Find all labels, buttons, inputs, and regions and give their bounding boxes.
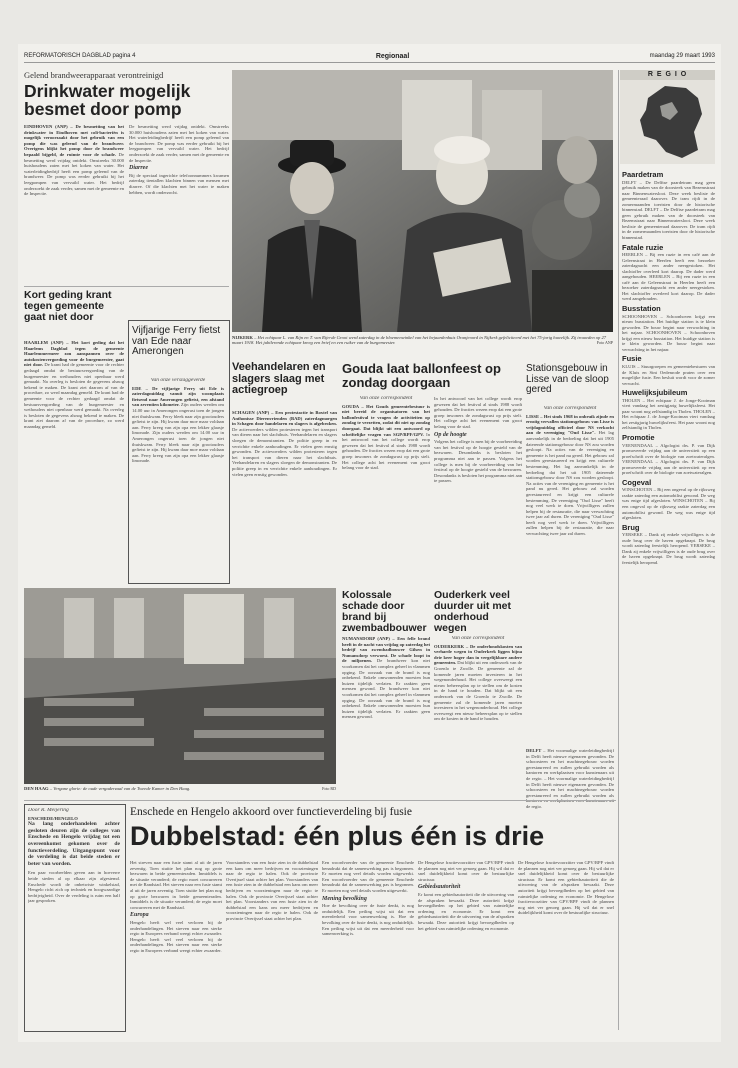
enschede-intro [28, 808, 120, 1026]
ballonfeest-text2: Volgens het college is men bij de voorbereiding van het festival op de hoogte gesteld van de bezwaren. Desondanks is besloten het programma niet aan te passen. [434, 455, 522, 484]
sidebar-item-title: Cogeval [622, 477, 652, 487]
kort-geding-lede: HAARLEM (ANP) – Het kort geding dat het Haarlems Dagblad tegen de gemeente Haarlemmermeer zou aanspannen over de autokostenvergoeding voor de burgemeester, gaat niet door. [24, 340, 124, 368]
kort-geding-text: De krant had de gemeente voor de rechter gedaagd omdat de bestuursvergoeding van de burgemeester en wethouders niet openbaar werd gemaakt. Na overleg is besloten de gegevens alsnog bekend te maken. De krant ziet daarom af van de procedure, zo werd maandag gemeld. [24, 390, 124, 429]
enschede-subhead-europa: Europa [130, 912, 149, 919]
enschede-body: Een paar voorbeelden geven aan in hoeverre beide steden al op elkaar zijn afgestemd. Enschede wordt de onbetwiste winkelstad, Hengelo richt zich op techniek en hoogwaardige bedrijvigheid. Over de verdeling is ruim een half jaar gesproken. [28, 870, 120, 904]
veehandel-body [232, 410, 337, 582]
den-haag-caption-text: – Vergane glorie: de oude vergaderzaal van de Tweede Kamer in Den Haag. [49, 786, 191, 791]
ballonfeest-col1 [342, 396, 430, 582]
newspaper-page [18, 44, 721, 1042]
delft-text: – Het voormalige waterleidingbedrijf in Delft heeft nieuwe eigenaren gevonden. De schoorsteen en het machinegebouw worden gerestaureerd en zullen gebruikt worden als de regio. [526, 775, 614, 809]
stationsgebouw-correspondent: Van onze correspondent [543, 406, 597, 411]
regio-label: R E G I O [620, 70, 715, 80]
sidebar-item-text: HEERLEN – Bij een ruzie in een café aan de Geleenstraat in Heerlen heeft een bezoeker zaterdagnacht een ander neergestoken. Het slachtoffer overleed kort daarop. De dader werd aangehouden. [622, 252, 715, 280]
kort-geding-body [24, 340, 124, 580]
enschede-lede: Na lang onderhandelen achter gesloten deuren zijn de colleges van Enschede en Hengelo vrijdag tot een overeenkomst gekomen over de functieverdeling. Uitgangspunt voor de verdeling is dat beide steden er beter van worden. [28, 821, 120, 867]
sidebar-item-text: YERSEKE – Dank zij enkele vrijwilligers is de oude brug over de haven opgeknapt. De brug wordt zaterdag feestelijk heropend. [622, 543, 715, 565]
ballonfeest-lede: GOUDA – Het Gouds gemeentebestuur is niet bereid de organisatoren van het ballonfestival te vragen de activiteiten op zondag te verzetten, zodat dit niet op zondag doorgaat. Dat blijkt uit een antwoord op schriftelijke vragen van SGP/RPF/GPV. [342, 403, 430, 437]
enschede-col4 [418, 860, 514, 1030]
sidebar-item-text: THOLEN – Het echtpaar J. de Jonge-Kooiman viert vandaag het zestigjarig huwelijksfeest. Het paar woont nog zelfstandig in Tholen. [622, 408, 715, 431]
den-haag-caption [24, 786, 336, 794]
drinkwater-headline: Drinkwater mogelijk besmet door pomp [24, 81, 191, 120]
veehandel-text: De actievoerders wilden protesteren tegen het transport van dieren naar het slachthuis. Veehandelaren en slagers sloegen de demonstranten. De politie greep in en verrichtte enkele aanhoudingen. Er vielen geen ernstig gewonden. [232, 449, 337, 477]
nijkerk-photo-credit: Foto ANP [596, 340, 613, 346]
ferry-text: Zijn ouders werden om 14.00 uur in Amerongen ongerust toen de jongen niet thuiskwam. Ferry bleek naar zijn grootouders gefietst te zijn. Hij kwam daar moe maar voldaan aan. Ferry kreeg van zijn opa een lekker glaasje limonade. [132, 402, 224, 436]
page-header [24, 50, 715, 63]
sidebar-item-title: Busstation [622, 304, 661, 314]
den-haag-caption-place: DEN HAAG [24, 786, 49, 791]
ferry-text: Zijn ouders werden om 14.00 uur in Amerongen ongerust toen de jongen niet thuiskwam. Ferry bleek naar zijn grootouders gefietst te zijn. Hij kwam daar moe maar voldaan aan. Ferry kreeg van zijn opa een lekker glaasje limonade. [132, 430, 224, 464]
enschede-col5-text: De Hengelose fractievoorzitter van GPV/RPF vindt de plannen nog niet ver genoeg gaan. Hij wil dat er snel duidelijkheid komt over de bestuurlijke structuur. [518, 860, 614, 882]
ballonfeest-text2: Volgens het college is men bij de voorbereiding van het festival op de hoogte gesteld van de bezwaren. Desondanks is besloten het programma niet aan te passen. [434, 439, 522, 461]
ballonfeest-subhead: Op de hoogte [434, 431, 467, 438]
ballonfeest-text: In het antwoord van het college wordt erop gewezen dat het festival al sinds 1988 wordt gehouden. De fracties wezen erop dat een grote groep inwoners de zondagsrust op prijs stelt. Het college acht het evenement van groot belang voor de stad. [342, 431, 430, 471]
kort-geding-text: De krant had de gemeente voor de rechter gedaagd omdat de bestuursvergoeding van de burgemeester en wethouders niet openbaar werd gemaakt. Na overleg is besloten de gegevens alsnog bekend te maken. De krant ziet daarom af van de procedure, zo werd maandag gemeld. [24, 362, 124, 396]
enschede-headline: Dubbelstad: één plus één is drie [130, 821, 545, 851]
drinkwater-body-cont: De besmetting werd vrijdag ontdekt. Omstreeks 30.000 huishoudens zaten met het koken van water. Het waterleidingbedrijf heeft een pomp geleend van de brandweer. De pomp was eerder gebruikt bij het leegpompen van vervuild water. Het bedrijf onderzoekt de zaak verder, samen met de gemeente en de Inspectie. [129, 124, 229, 163]
stationsgebouw-body [526, 406, 614, 744]
enschede-col3-text: Een woordvoerder van de gemeente Enschede benadrukt dat de samenwerking pas is begonnen. Er moeten nog veel details worden uitgewerkt. [322, 876, 414, 893]
sidebar-item-text: KLUIS – Stuurgroepen en gemeentebesturen van de Kluis en Sint Oedenrode praten over een mogelijke fusie. Een besluit wordt voor de zomer verwacht. [622, 363, 715, 386]
stationsgebouw-lede: LISSE – Het sinds 1968 in onbruik zijnde en ernstig vervallen stationsgebouw van Lisse is vrijdagmiddag officieel door NS verkocht aan de vereniging "Oud Lisse". [526, 413, 614, 436]
sidebar-item-title: Promotie [622, 432, 655, 442]
veehandel-headline: Veehandelaren en slagers slaag met actiegroep [232, 361, 326, 397]
den-haag-photo-credit: Foto RD [322, 786, 336, 791]
sidebar-item-text: THOLEN – Het echtpaar J. de Jonge-Kooiman viert vandaag het zestigjarig huwelijksfeest. Het paar woont nog zelfstandig in Tholen. [622, 397, 715, 414]
nijkerk-photo-image [232, 70, 613, 332]
drinkwater-col1 [24, 124, 124, 282]
drinkwater-body2: Bij de speciaal ingerichte telefoonnummers kwamen zaterdag tientallen klachten binnen van mensen met diarree. Of die klachten met het water te maken hebben, wordt onderzocht. [129, 172, 229, 195]
sidebar-item-text: YERSEKE – Dank zij enkele vrijwilligers is de oude brug over de haven opgeknapt. De brug wordt zaterdag feestelijk heropend. [622, 532, 715, 549]
sidebar-item-text: DELFT – De Delftse paardetram mag geen gebruik maken van de doorsteek van Bezemstraat naar Binnenwatersloot. Deze week besliste de gemeenteraad daarover. De tram rijdt in de zomermaanden toeristen door de historische binnenstad. [622, 179, 715, 213]
nijkerk-caption-text: – Het echtpaar L. van Rijn en T. van Rijn-de Groot werd zaterdag in de bloemenwinkel van het bejaardenhuis Oranjeoord in Nijkerk gefeliciteerd met het 75-jarig huwelijk. Zij trouwden op 27 maart 1918. Het jubilerende echtpaar kreeg een brief en een ruiker van de burgemeester. [232, 335, 607, 346]
delft-text: – Het voormalige waterleidingbedrijf in Delft heeft nieuwe eigenaren gevonden. De schoorsteen en het machinegebouw worden gerestaureerd en zullen gebruikt worden als kantoren en werkplaatsen voor kunstenaars uit de regio. [526, 748, 614, 781]
divider [24, 800, 616, 801]
enschede-col2 [226, 860, 318, 1030]
kolossale-text: De brandweer kon niet voorkomen dat het complex geheel in vlammen opging. De oorzaak van de brand is nog onbekend. Enkele omwonenden moesten hun huizen tijdelijk verlaten. Er raakten geen mensen gewond. [342, 658, 430, 692]
sidebar-divider [618, 70, 619, 1030]
ouderkerk-text: Dat blijkt uit een onderzoek van de Groenlo te Zwolle. De gemeente zal de komende jaren moeten investeren in het wegenonderhoud. Het college overweegt een nieuw beheersplan op te stellen om de kosten in de hand te houden. [434, 688, 522, 722]
sidebar-item-text: DELFT – De Delftse paardetram mag geen gebruik maken van de doorsteek van Bezemstraat naar Binnenwatersloot. Deze week besliste de gemeenteraad daarover. De tram rijdt in de zomermaanden toeristen door de historische binnenstad. [622, 207, 715, 241]
enschede-place: ENSCHEDE/HENGELO [28, 815, 78, 821]
enschede-col5 [518, 860, 614, 1030]
enschede-col4-text2: Er komt een gebiedsautoriteit die de uitvoering van de afspraken bewaakt. Deze autoriteit krijgt bevoegdheden op het gebied van ruimtelijke ordening en economie. [418, 891, 514, 914]
enschede-col1-text2: Hengelo heeft wel veel verloren bij de onderhandelingen. Het streven naar een sterke regio in Europees verband weegt echter zwaarder. [130, 936, 222, 953]
sidebar-item-title: Fatale ruzie [622, 242, 664, 252]
sidebar-item-text: VEENENDAAL – Algologist drs. P. van Dijk promoveerde vrijdag aan de universiteit op een proefschrift over de biologie van zoetwateralgen. [622, 442, 715, 459]
drinkwater-lede: EINDHOVEN (ANP) – De besmetting van het drinkwater in Eindhoven met coli-bacteriën is mogelijk veroorzaakt door het gebruik van een pomp die was geleend van de brandweer. Overigens blijkt het pomp door de brandweer bepaald bijgeld, de ruimte voor de schade. [24, 124, 124, 157]
sidebar-item-text: SCHOONHOVEN – Schoonhoven krijgt een nieuw busstation. Het huidige station is te klein geworden. De bouw begint naar verwachting in het najaar. [622, 313, 715, 336]
enschede-col2-text: Voorstanders van een fusie zien in de dubbelstad een kans om meer bedrijven en voorzieningen naar de regio te halen. Ook de provincie Overijssel staat achter het plan. [226, 876, 318, 905]
ballonfeest-correspondent: Van onze correspondent [359, 396, 413, 401]
enschede-col1-text2: Hengelo heeft wel veel verloren bij de onderhandelingen. Het streven naar een sterke regio in Europees verband weegt echter zwaarder. [130, 919, 222, 937]
drinkwater-col2 [129, 124, 229, 282]
stationsgebouw-headline: Stationsgebouw in Lisse van de sloop gered [526, 363, 609, 395]
sidebar-item-title: Fusie [622, 354, 642, 364]
drinkwater-subhead: Diarree [129, 165, 148, 172]
stationsgebouw-text2: De vereniging "Oud Lisse" heeft nog veel werk te doen. Vrijwilligers zullen helpen bij de restauratie, die naar verwachting twee jaar zal duren. [526, 497, 614, 520]
den-haag-photo-image [24, 588, 336, 784]
issue-date: maandag 29 maart 1993 [649, 53, 715, 59]
ouderkerk-body [434, 636, 522, 796]
stationsgebouw-text: Het lag aanvankelijk in de bedoeling dat het uit 1905 daterende stationsgebouw door NS zou worden gesloopt. Na acties van de vereniging en gemeente is het pand nu gered. Het gebouw zal worden gerestaureerd en krijgt een culturele bestemming. [526, 430, 614, 469]
enschede-col4-text: De Hengelose fractievoorzitter van GPV/RPF vindt de plannen nog niet ver genoeg gaan. Hij wil dat er snel duidelijkheid komt over de bestuurlijke structuur. [418, 860, 514, 882]
enschede-col3-text: Een woordvoerder van de gemeente Enschede benadrukt dat de samenwerking pas is begonnen. Er moeten nog veel details worden uitgewerkt. [322, 860, 414, 877]
netherlands-map-icon [620, 80, 715, 164]
enschede-col5-text: De Hengelose fractievoorzitter van GPV/RPF vindt de plannen nog niet ver genoeg gaan. Hij wil dat er snel duidelijkheid komt over de bestuurlijke structuur. [518, 893, 614, 916]
ballonfeest-col2 [434, 396, 522, 582]
enschede-col2-text: Voorstanders van een fusie zien in de dubbelstad een kans om meer bedrijven en voorzieningen naar de regio te halen. Ook de provincie Overijssel staat achter het plan. [226, 899, 318, 921]
kolossale-body [342, 636, 430, 796]
regio-box [620, 70, 715, 164]
enschede-col5-text: Er komt een gebiedsautoriteit die de uitvoering van de afspraken bewaakt. Deze autoriteit krijgt bevoegdheden op het gebied van ruimtelijke ordening en economie. [518, 876, 614, 899]
nijkerk-caption-place: NIJKERK [232, 335, 253, 340]
den-haag-photo [24, 588, 336, 784]
kolossale-lede: NUMANSDORP (ANP) – Een felle brand heeft in de nacht van vrijdag op zaterdag het bedrijf van zwembadbouwer Gilsen in Numansdorp verwoest. De schade loopt in de miljoenen. [342, 636, 430, 664]
ferry-headline: Vijfjarige Ferry fietst van Ede naar Amerongen [132, 325, 221, 357]
enschede-col3 [322, 860, 414, 1030]
sidebar-item-text: HEERLEN – Bij een ruzie in een café aan de Geleenstraat in Heerlen heeft een bezoeker zaterdagnacht een ander neergestoken. Het slachtoffer overleed kort daarop. De dader werd aangehouden. [622, 274, 715, 302]
sidebar-item-text: VEENENDAAL – Algologist drs. P. van Dijk promoveerde vrijdag aan de universiteit op een proefschrift over de biologie van zoetwateralgen. [622, 459, 715, 476]
ferry-lede: EDE – De vijfjarige Ferry uit Ede is zaterdagmiddag vanuit zijn woonplaats fietsend naar Amerongen gefietst, een afstand van zeventien kilometer. [132, 385, 224, 408]
enschede-subhead-mening: Mening bevolking [322, 895, 367, 902]
enschede-col1-text: Het streven naar een fusie stamt al uit de jaren zeventig. Toen stuitte het plan nog op grote bezwaren in beide gemeenteraden. Inmiddels is de situatie veranderd; de regio moet concurreren met de Randstad. [130, 860, 222, 888]
divider [24, 286, 229, 287]
enschede-col1 [130, 860, 222, 1030]
sidebar-item-title: Huwelijksjubileum [622, 388, 688, 398]
enschede-banner: Enschede en Hengelo akkoord over functieverdeling bij fusie [130, 806, 412, 818]
kort-geding-headline: Kort geding krant tegen gemeente gaat niet door [24, 289, 112, 324]
nijkerk-caption [232, 335, 613, 359]
sidebar-item-title: Paardetram [622, 170, 664, 179]
paper-name: REFORMATORISCH DAGBLAD pagina 4 [24, 53, 136, 59]
veehandel-text: De actievoerders wilden protesteren tegen het transport van dieren naar het slachthuis. Veehandelaren en slagers sloegen de demonstranten. De politie greep in en verrichtte enkele aanhoudingen. Er vielen geen ernstig gewonden. [232, 426, 337, 455]
sidebar-item-text: WINSCHOTEN – Bij een ongeval op de rijksweg raakte zaterdag een automobilist gewond. De weg was enige tijd afgesloten. [622, 487, 715, 504]
enschede-subhead-gebied: Gebiedsautoriteit [418, 884, 461, 891]
sidebar-item-text: SCHOONHOVEN – Schoonhoven krijgt een nieuw busstation. Het huidige station is te klein geworden. De bouw begint naar verwachting in het najaar. [622, 330, 715, 352]
ouderkerk-text: Dat blijkt uit een onderzoek van de Groenlo te Zwolle. De gemeente zal de komende jaren moeten investeren in het wegenonderhoud. Het college overweegt een nieuw beheersplan op te stellen om de kosten in de hand te houden. [434, 660, 522, 694]
stationsgebouw-text2: De vereniging "Oud Lisse" heeft nog veel werk te doen. Vrijwilligers zullen helpen bij de restauratie, die naar verwachting twee jaar zal duren. [526, 514, 614, 537]
ouderkerk-headline: Ouderkerk veel duurder uit met onderhoud wegen [434, 589, 512, 635]
section-title: Regionaal [375, 52, 410, 60]
ferry-body [132, 378, 224, 578]
veehandel-lede: SCHAGEN (ANP) – Een protestactie in Boxtel van Anthonisse Dierenvrienden (BAD) zaterdagmorgen in Schagen door handelaren en slagers is afgebroken. [232, 410, 337, 427]
ouderkerk-lede: OUDERKERK – De onderhoudskosten van verharde wegen in Ouderkerk liggen bijna drie keer hoger dan in vergelijkbare andere gemeenten. [434, 643, 522, 666]
delft-lede: DELFT [526, 748, 544, 753]
sidebar-item-text: WINSCHOTEN – Bij een ongeval op de rijksweg raakte zaterdag een automobilist gewond. De weg was enige tijd afgesloten. [622, 498, 715, 521]
ballonfeest-headline: Gouda laat ballonfeest op zondag doorgaan [342, 361, 501, 390]
enschede-col2-text: Voorstanders van een fusie zien in de dubbelstad een kans om meer bedrijven en voorzieningen naar de regio te halen. Ook de provincie Overijssel staat achter het plan. [226, 860, 318, 882]
ferry-correspondent: Van onze verslaggeverde [150, 378, 206, 383]
enschede-col4-text2: Er komt een gebiedsautoriteit die de uitvoering van de afspraken bewaakt. Deze autoriteit krijgt bevoegdheden op het gebied van ruimtelijke ordening en economie. [418, 908, 514, 931]
enschede-col1-text: Het streven naar een fusie stamt al uit de jaren zeventig. Toen stuitte het plan nog op grote bezwaren in beide gemeenteraden. Inmiddels is de situatie veranderd; de regio moet concurreren met de Randstad. [130, 882, 222, 910]
stationsgebouw-text: Het lag aanvankelijk in de bedoeling dat het uit 1905 daterende stationsgebouw door NS zou worden gesloopt. Na acties van de vereniging en gemeente is het pand nu gered. Het gebouw zal worden gerestaureerd en krijgt een culturele bestemming. [526, 463, 614, 503]
sidebar-news [622, 168, 715, 1030]
sidebar-item-title: Brug [622, 522, 640, 532]
ouderkerk-correspondent: Van onze correspondent [451, 636, 505, 641]
enschede-col3-text2: Hoe de bevolking over de fusie denkt, is nog onduidelijk. Een peiling wijst uit dat een meerderheid voor samenwerking is. [322, 914, 414, 937]
enschede-byline: Door R. Meijering [28, 808, 69, 813]
drinkwater-body: De besmetting werd vrijdag ontdekt. Omstreeks 30.000 huishoudens zaten met het koken van water. Het waterleidingbedrijf heeft een pomp geleend van de brandweer. De pomp was eerder gebruikt bij het leegpompen van vervuild water. Het bedrijf onderzoekt de zaak verder, samen met de gemeente en de Inspectie. [24, 151, 124, 197]
enschede-col3-text2: Hoe de bevolking over de fusie denkt, is nog onduidelijk. Een peiling wijst uit dat een meerderheid voor samenwerking is. [322, 903, 414, 920]
nijkerk-photo [232, 70, 613, 332]
kolossale-headline: Kolossale schade door brand bij zwembadbouwer [342, 589, 427, 635]
kolossale-text: De brandweer kon niet voorkomen dat het complex geheel in vlammen opging. De oorzaak van de brand is nog onbekend. Enkele omwonenden moesten hun huizen tijdelijk verlaten. Er raakten geen mensen gewond. [342, 686, 430, 720]
ballonfeest-text: In het antwoord van het college wordt erop gewezen dat het festival al sinds 1988 wordt gehouden. De fracties wezen erop dat een grote groep inwoners de zondagsrust op prijs stelt. Het college acht het evenement van groot belang voor de stad. [434, 396, 522, 429]
drinkwater-kicker: Gelend brandweerapparaat verontreinigd [24, 70, 164, 80]
